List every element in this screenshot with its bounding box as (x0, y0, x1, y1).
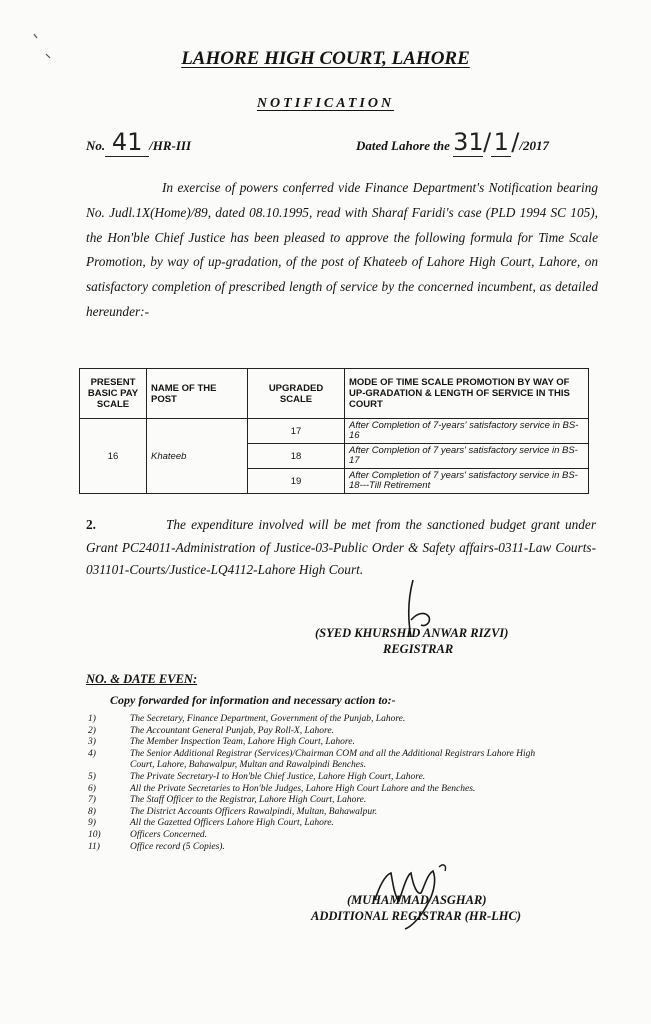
cell-present-scale: 16 (80, 419, 147, 494)
notification-number: No. 41 /HR-III (86, 128, 192, 156)
cell-scale: 17 (248, 419, 345, 444)
handwritten-day: 31 (453, 128, 484, 156)
distribution-list (88, 714, 558, 853)
header-post: NAME OF THE POST (147, 369, 248, 419)
list-item: 7) The Staff Officer to the Registrar, Lahore High Court, Lahore. (88, 795, 367, 806)
list-item: 1) The Secretary, Finance Department, Government of the Punjab, Lahore. (88, 714, 406, 724)
handwritten-month: 1 (493, 128, 509, 156)
additional-registrar-name: (MUHAMMAD ASGHAR) (347, 893, 487, 907)
header-mode: MODE OF TIME SCALE PROMOTION BY WAY OF UP-GRADATION & LENGTH OF SERVICE IN THIS COURT (345, 369, 589, 419)
cell-mode: After Completion of 7 years' satisfactory service in BS-17 (345, 444, 589, 469)
cell-scale: 19 (248, 469, 345, 494)
cell-mode: After Completion of 7 years' satisfactory service in BS-18---Till Retirement (345, 469, 589, 494)
cell-scale: 18 (248, 444, 345, 469)
notification-heading: NOTIFICATION (256, 96, 395, 111)
list-item: 5) The Private Secretary-I to Hon'ble Chief Justice, Lahore High Court, Lahore. (88, 771, 426, 782)
paragraph-1: In exercise of powers conferred vide Finance Department's Notification bearing No. Judl.1X(Home)/89, dated 08.10.1995, read with Sharaf Faridi's case (PLD 1994 SC 105), the Hon'ble Chief Justice has been pleased to approve the following formula for Time Scale Promotion, by way of up-gradation, of the post of Khateeb of Lahore High Court, Lahore, on satisfactory completion of prescribed length of service by the concerned incumbent, as detailed hereunder:- (86, 180, 598, 319)
list-item: 8) The District Accounts Officers Rawalpindi, Multan, Bahawalpur. (88, 806, 378, 817)
notification-date: Dated Lahore the 31/1//2017 (356, 128, 549, 156)
registrar-designation: REGISTRAR (383, 642, 454, 656)
paragraph-2 (86, 514, 596, 582)
paragraph-2-number: 2. (86, 517, 96, 532)
header-present-scale: PRESENT BASIC PAY SCALE (80, 369, 147, 419)
list-item: 10) Officers Concerned. (88, 829, 208, 840)
list-item: 9) All the Gazetted Officers Lahore High Court, Lahore. (88, 818, 334, 829)
header-upgraded-scale: UPGRADED SCALE (248, 369, 345, 419)
handwritten-number: 41 (111, 128, 143, 156)
no-date-even: NO. & DATE EVEN: (86, 672, 198, 686)
list-item: 3) The Member Inspection Team, Lahore High Court, Lahore. (88, 737, 355, 748)
promotion-table (79, 368, 589, 494)
paragraph-2-text: The expenditure involved will be met from the sanctioned budget grant under Grant PC24011-Administration of Justice-03-Public Order & Safety affairs-0311-Law Courts-031101-Courts/Justice-LQ4112-Lahore High Court. (86, 517, 596, 577)
cell-post: Khateeb (147, 419, 248, 494)
list-item: 11) Office record (5 Copies). (88, 841, 225, 852)
list-item: 4) The Senior Additional Registrar (Services)/Chairman COM and all the Additional Registrars Lahore High Court, Lahore, Bahawalpur, Multan and Rawalpindi Benches. (88, 748, 536, 771)
court-title: LAHORE HIGH COURT, LAHORE (181, 48, 470, 69)
list-item: 2) The Accountant General Punjab, Pay Roll-X, Lahore. (88, 725, 334, 736)
cell-mode: After Completion of 7-years' satisfactory service in BS-16 (345, 419, 589, 444)
additional-registrar-designation: ADDITIONAL REGISTRAR (HR-LHC) (311, 909, 521, 923)
copy-forwarded: Copy forwarded for information and necessary action to:- (110, 693, 396, 707)
registrar-name: (SYED KHURSHID ANWAR RIZVI) (315, 626, 509, 640)
list-item: 6) All the Private Secretaries to Hon'ble Judges, Lahore High Court Lahore and the Benches. (88, 783, 476, 794)
